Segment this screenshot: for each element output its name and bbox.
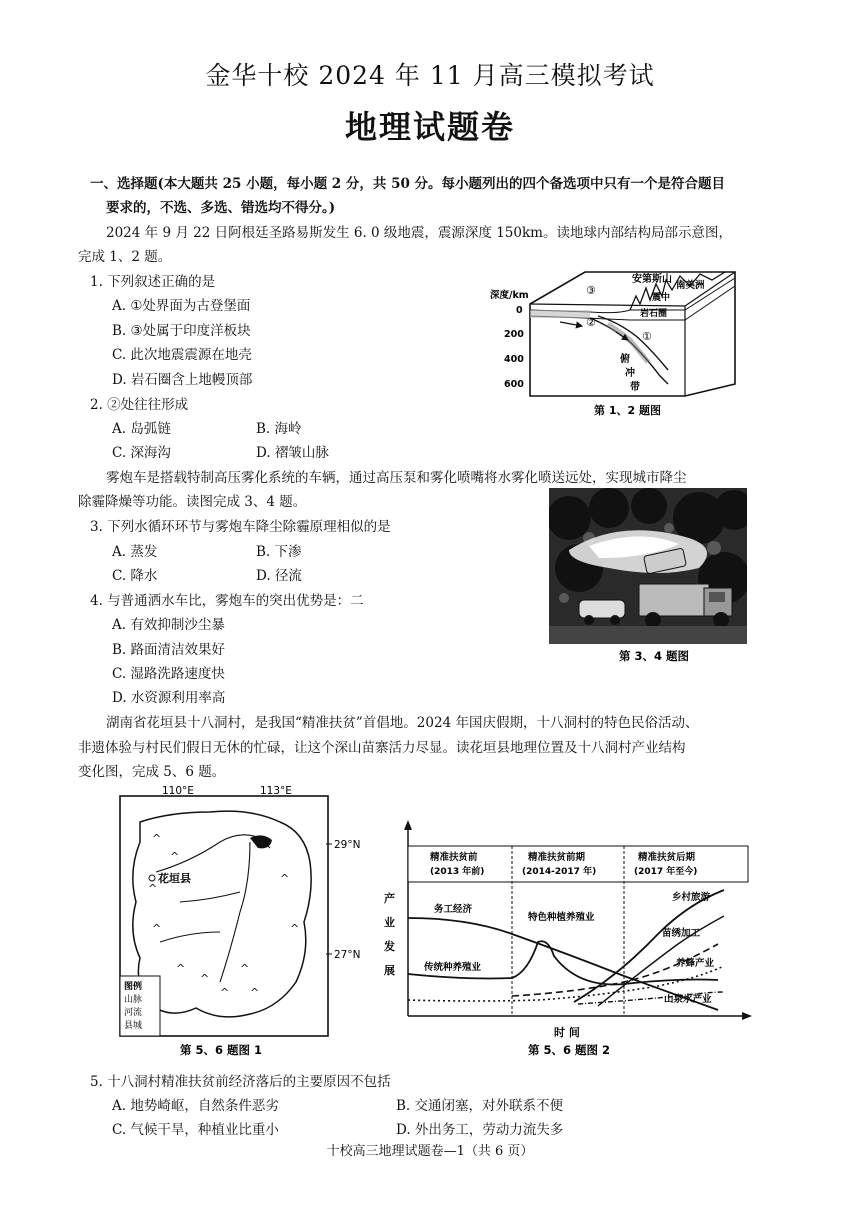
q3-option-c: C. 降水: [112, 568, 158, 584]
lat-27-label: 27°N: [334, 949, 361, 961]
phase3-label: 精准扶贫后期: [638, 852, 696, 863]
q1-option-b: B. ③处属于印度洋板块: [112, 323, 251, 339]
fog-cannon-photo: [549, 488, 747, 664]
q4-option-a: A. 有效抑制沙尘暴: [112, 617, 225, 633]
phase1-years: (2013 年前): [430, 867, 485, 877]
ylabel-char-4: 展: [384, 964, 395, 977]
svg-text:^: ^: [152, 922, 162, 935]
group3-intro-cont: 非遗体验与村民们假日无休的忙碌，让这个深山苗寨活力尽显。读花垣县地理位置及十八洞村产业结构: [78, 740, 686, 756]
phase2-years: (2014-2017 年): [522, 867, 597, 877]
phase2-label: 精准扶贫前期: [528, 852, 586, 863]
group2-intro: 雾炮车是搭载特制高压雾化系统的车辆，通过高压泵和雾化喷嘴将水雾化喷送远处，实现城市降尘: [106, 470, 687, 486]
svg-text:^: ^: [280, 872, 290, 885]
section-heading-cont: 要求的，不选、多选、错选均不得分。): [106, 200, 336, 216]
marker-3: ③: [586, 284, 596, 297]
legend-city: 县城: [124, 1021, 143, 1031]
group1-intro-cont: 完成 1、2 题。: [78, 249, 172, 265]
ylabel-char-3: 发: [384, 940, 395, 953]
question-5-stem: 5. 十八洞村精准扶贫前经济落后的主要原因不包括: [90, 1074, 391, 1090]
label-water: 山泉水产业: [664, 994, 712, 1005]
q2-option-b: B. 海岭: [256, 421, 302, 437]
group1-intro: 2024 年 9 月 22 日阿根廷圣路易斯发生 6. 0 级地震，震源深度 150km。读地球内部结构局部示意图，: [106, 225, 732, 241]
q1-option-d: D. 岩石圈含上地幔顶部: [112, 372, 253, 388]
subduction-char-2: 冲: [625, 368, 635, 379]
map-caption: 第 5、6 题图 1: [180, 1043, 263, 1057]
depth-axis-label: 深度/km: [490, 290, 529, 301]
q4-option-d: D. 水资源利用率高: [112, 690, 226, 706]
label-labor: 务工经济: [434, 904, 473, 915]
svg-text:^: ^: [220, 986, 230, 999]
q5-option-a: A. 地势崎岖，自然条件恶劣: [112, 1098, 279, 1114]
legend-mountain: 山脉: [124, 995, 143, 1005]
q5-option-b: B. 交通闭塞，对外联系不便: [396, 1098, 564, 1114]
svg-text:^: ^: [152, 832, 162, 845]
marker-1: ①: [642, 330, 652, 343]
q3-option-b: B. 下渗: [256, 544, 302, 560]
andes-label: 安第斯山: [632, 274, 672, 285]
svg-text:^: ^: [250, 986, 260, 999]
series-special: [512, 944, 718, 996]
q3-option-d: D. 径流: [256, 568, 302, 584]
ylabel-char-1: 产: [384, 892, 395, 905]
svg-text:^: ^: [176, 962, 186, 975]
phase1-label: 精准扶贫前: [430, 852, 478, 863]
ylabel-char-2: 业: [384, 916, 395, 929]
phase3-years: (2017 年至今): [634, 867, 698, 877]
paper-subtitle: 地理试题卷: [344, 108, 515, 146]
q3-option-a: A. 蒸发: [112, 544, 158, 560]
q5-option-c: C. 气候干旱，种植业比重小: [112, 1122, 279, 1138]
subduction-char-3: 带: [630, 382, 640, 393]
q4-option-c: C. 湿路洗路速度快: [112, 666, 225, 682]
lon-110-label: 110°E: [162, 785, 194, 797]
legend-river: 河流: [124, 1008, 143, 1018]
question-3-stem: 3. 下列水循环环节与雾炮车降尘除霾原理相似的是: [90, 519, 391, 535]
huayuan-map-figure: [100, 782, 390, 1062]
svg-text:^: ^: [290, 922, 300, 935]
marker-2: ②: [586, 316, 596, 329]
q2-option-a: A. 岛弧链: [112, 421, 171, 437]
svg-text:^: ^: [240, 962, 250, 975]
depth-tick-400: 400: [504, 354, 524, 365]
question-4-stem: 4. 与普通洒水车比，雾炮车的突出优势是：二: [90, 593, 364, 609]
label-special: 特色种植养殖业: [528, 912, 595, 923]
depth-tick-600: 600: [504, 379, 524, 390]
group3-intro-cont2: 变化图，完成 5、6 题。: [78, 764, 226, 780]
label-traditional: 传统种养殖业: [424, 962, 482, 973]
question-2-stem: 2. ②处往往形成: [90, 397, 189, 413]
question-1-stem: 1. 下列叙述正确的是: [90, 274, 216, 290]
group3-intro: 湖南省花垣县十八洞村，是我国“精准扶贫”首倡地。2024 年国庆假期，十八洞村的特色民俗活动、: [106, 715, 699, 731]
subduction-char-1: 俯: [620, 354, 630, 365]
q1-option-a: A. ①处界面为古登堡面: [112, 298, 251, 314]
depth-tick-200: 200: [504, 329, 524, 340]
label-tourism: 乡村旅游: [672, 892, 711, 903]
svg-text:^: ^: [148, 882, 158, 895]
industry-structure-chart: [378, 816, 758, 1064]
q5-option-d: D. 外出务工，劳动力流失多: [396, 1122, 564, 1138]
lon-113-label: 113°E: [260, 785, 292, 797]
earth-structure-figure: [490, 266, 750, 418]
south-america-label: 南美洲: [676, 280, 705, 291]
q4-option-b: B. 路面清洁效果好: [112, 642, 226, 658]
chart-caption: 第 5、6 题图 2: [528, 1043, 611, 1057]
lat-29-label: 29°N: [334, 839, 361, 851]
lithosphere-label: 岩石圈: [640, 309, 668, 319]
figure-2-caption: 第 3、4 题图: [619, 649, 690, 663]
label-bee: 养蜂产业: [676, 958, 715, 969]
svg-text:^: ^: [170, 850, 180, 863]
group2-intro-cont: 除霾降燥等功能。读图完成 3、4 题。: [78, 494, 307, 510]
q1-option-c: C. 此次地震震源在地壳: [112, 347, 252, 363]
epicenter-label: 震中: [652, 293, 671, 303]
page-footer: 十校高三地理试题卷—1（共 6 页）: [326, 1144, 534, 1159]
figure-1-caption: 第 1、2 题图: [594, 404, 661, 417]
exam-title: 金华十校 2024 年 11 月高三模拟考试: [205, 61, 655, 90]
label-embroidery: 苗绣加工: [662, 928, 701, 939]
depth-tick-0: 0: [516, 305, 523, 316]
svg-text:^: ^: [200, 972, 210, 985]
legend-title: 图例: [124, 982, 143, 992]
xlabel: 时 间: [554, 1026, 580, 1039]
section-heading: 一、选择题(本大题共 25 小题，每小题 2 分，共 50 分。每小题列出的四个备选项中只有一个是符合题目: [90, 176, 726, 192]
county-label: 花垣县: [158, 872, 191, 885]
q2-option-d: D. 褶皱山脉: [256, 445, 329, 461]
q2-option-c: C. 深海沟: [112, 445, 171, 461]
